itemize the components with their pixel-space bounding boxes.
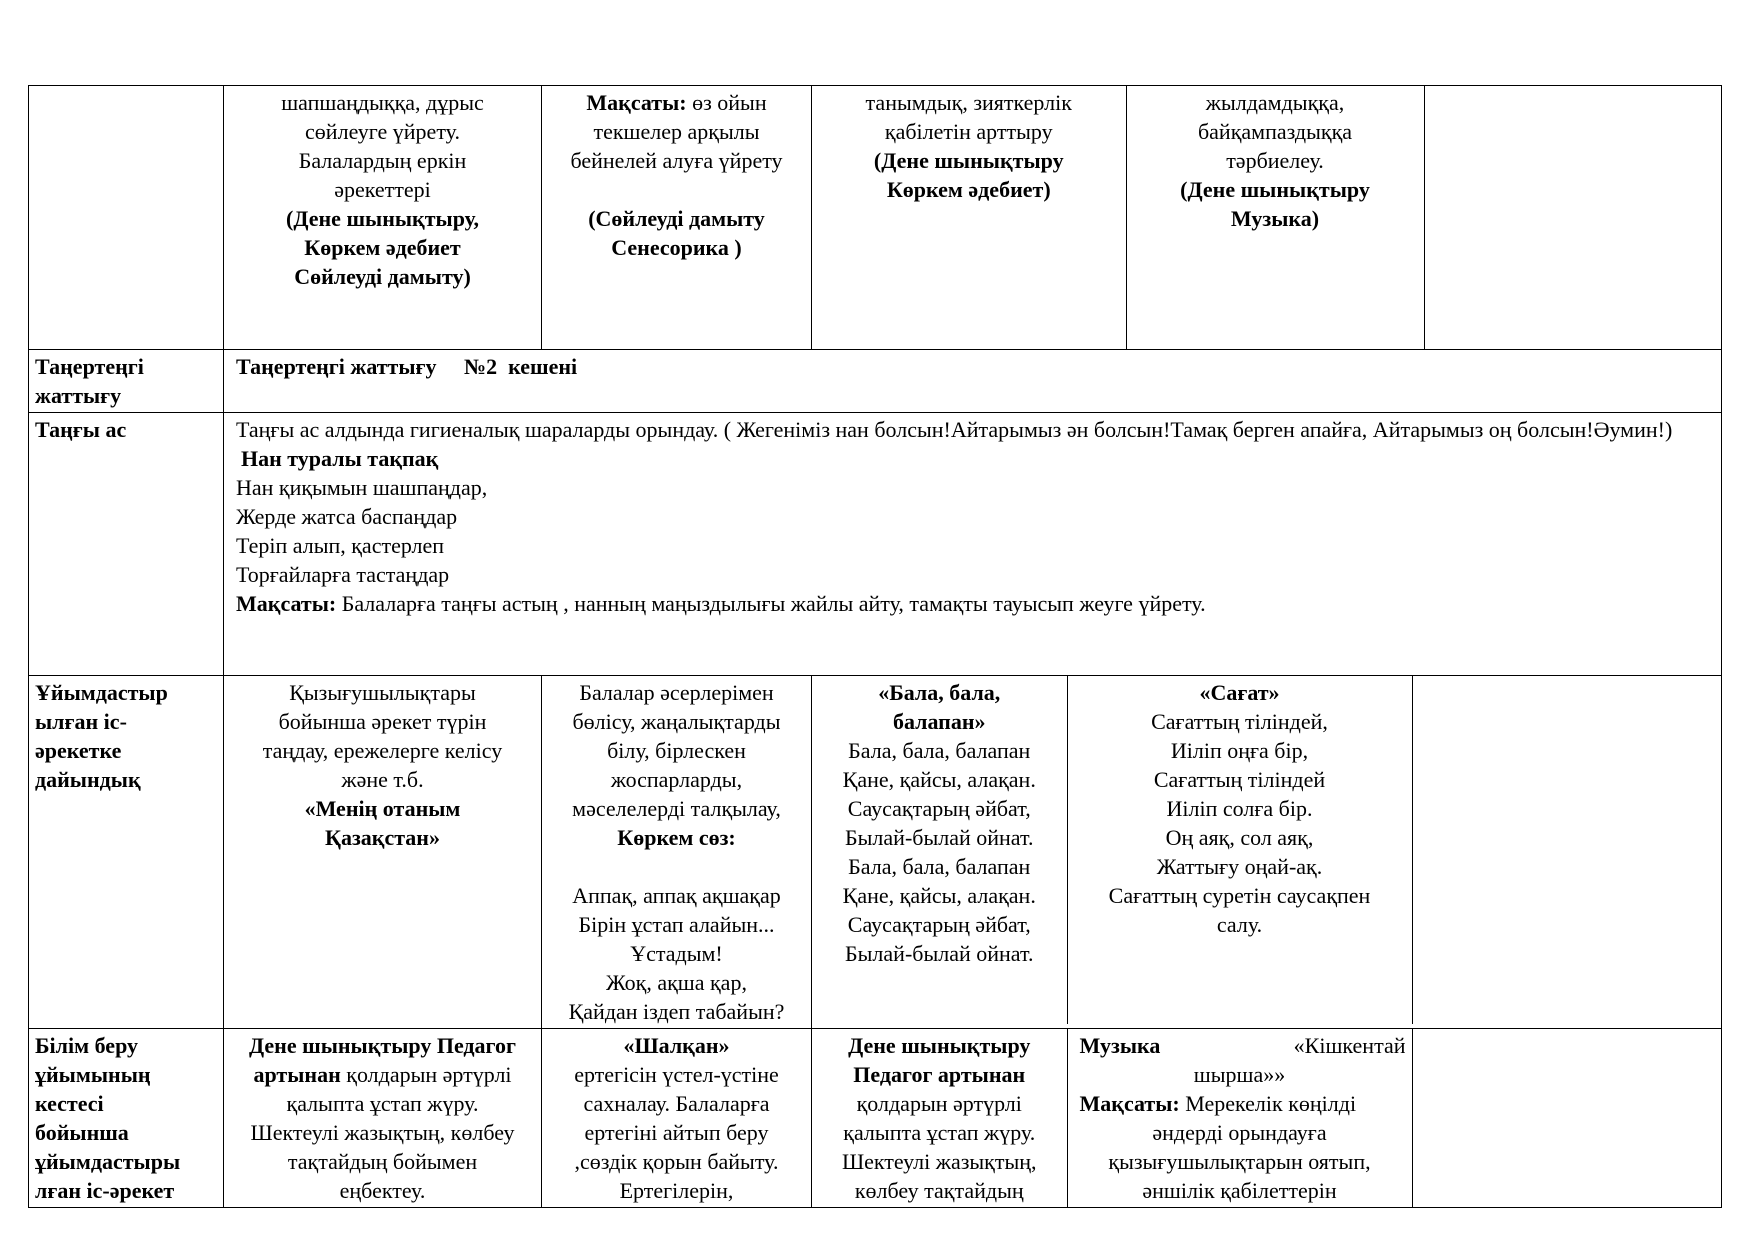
poem-line: Сағаттың тіліндей, [1151,709,1328,734]
poem-line: Бала, бала, балапан [848,738,1031,763]
poem-line: Нан қиқымын шашпаңдар, [236,475,488,500]
subject-line: (Дене шынықтыру [1180,177,1370,202]
poem-line: Аппақ, аппақ ақшақар [572,883,781,908]
text-line: текшелер арқылы [593,119,760,144]
row5-col3-cell [542,1029,812,1208]
text-line: ,сөздік қорын байыту. [574,1149,779,1174]
subject-line: (Дене шынықтыру, [286,206,479,231]
text-line: қалыпта ұстап жүру. [843,1120,1036,1145]
text-line: әрекеттері [334,177,431,202]
row-label [29,350,224,413]
music-title-cont: шырша»» [1193,1062,1286,1087]
poem-line: Былай-былай ойнат. [845,941,1034,966]
text-line: бойынша әрекет түрін [278,709,487,734]
row1-label-cell [29,86,224,350]
goal-label: Мақсаты: [586,90,687,115]
label-line: лған іс-әрекет [35,1178,175,1203]
goal-text: Мерекелік көңілді [1179,1091,1357,1116]
poem-line: Қане, қайсы, алақан. [842,883,1036,908]
breakfast-intro: Таңғы ас алдында гигиеналық шараларды орындау. ( Жегеніміз нан болсын!Айтарымыз ән болсын!Тамақ берген апайға, Айтарымыз оң болсын!Әумин!) [236,417,1673,442]
row5-col2-cell [224,1029,542,1208]
text-line: әндерді орындауға [1152,1120,1327,1145]
text-line: әншілік қабілеттерін [1142,1178,1337,1203]
text-line: бөлісу, жаңалықтарды [572,709,781,734]
goal-text: өз ойын [686,90,767,115]
text-line: сахналау. Балаларға [583,1091,770,1116]
text-line: еңбектеу. [339,1178,426,1203]
text-line: көлбеу тақтайдың [854,1178,1024,1203]
row5-col4-cell [812,1029,1067,1207]
row4-col5-cell [1067,676,1412,1024]
poem-line: Иіліп солға бір. [1166,796,1313,821]
subject-line: Көркем әдебиет [304,235,461,260]
poem-line: Теріп алып, қастерлеп [236,533,445,558]
text-line: Ертегілерін, [619,1178,734,1203]
title-line: «Сағат» [1199,680,1280,705]
title-line: Көркем сөз: [617,825,736,850]
row-organized-activity [29,1029,1722,1208]
subject-line: Сенесорика ) [611,235,742,260]
poem-line: Торғайларға тастаңдар [236,562,450,587]
poem-line: Ұстадым! [630,941,723,966]
poem-line: Былай-былай ойнат. [845,825,1034,850]
text-tail: қолдарын әртүрлі [340,1062,512,1087]
row1-right-group [812,86,1722,350]
text-line: қабілетін арттыру [884,119,1053,144]
row1-inner-table [812,86,1721,349]
row-label [29,676,224,1029]
text-line: ертегіні айтып беру [584,1120,769,1145]
poem-line: Жаттығу оңай-ақ. [1156,854,1323,879]
label-line: ұйымдастыры [35,1149,181,1174]
text-line: байқампаздыққа [1197,119,1353,144]
row-continuation [29,86,1722,350]
row4-inner-table [812,676,1721,1024]
row1-col6-cell [1424,86,1721,349]
row5-right-group [812,1029,1722,1208]
title-line: «Менің отаным [304,796,461,821]
text-line: Балалардың еркін [298,148,467,173]
text-line: қалыпта ұстап жүру. [286,1091,479,1116]
title-line: Дене шынықтыру Педагог [249,1033,516,1058]
title-line: Қазақстан» [325,825,440,850]
row-label [29,1029,224,1208]
goal-label: Мақсаты: [236,591,337,616]
text-line: Шектеулі жазықтың, көлбеу [250,1120,515,1145]
poem-line: Бірін ұстап алайын... [578,912,775,937]
row4-col2-cell [224,676,542,1029]
subject-line: Сөйлеуді дамыту) [294,264,471,289]
text-line: білу, бірлескен [607,738,746,763]
label-line: кестесі [35,1091,104,1116]
label-line: бойынша [35,1120,129,1145]
text-line: ертегісін үстел-үстіне [574,1062,779,1087]
poem-line: салу. [1216,912,1263,937]
goal-line [236,589,1715,618]
row4-col4-cell [812,676,1067,1024]
goal-line [548,88,805,117]
text-line: және т.б. [341,767,424,792]
music-title-line [1074,1031,1406,1060]
goal-label: Мақсаты: [1079,1091,1180,1116]
text-line: мәселелерді талқылау, [572,796,781,821]
poem-line: Сағаттың суретін саусақпен [1108,883,1371,908]
text-line: жоспарларды, [610,767,743,792]
label-line: жаттығу [35,383,122,408]
poem-line: Оң аяқ, сол аяқ, [1165,825,1314,850]
row5-inner-table [812,1029,1721,1207]
title-tail: артынан [253,1062,341,1087]
poem-line: Қане, қайсы, алақан. [842,767,1036,792]
text-line: тәрбиелеу. [1226,148,1324,173]
text-line: қызығушылықтарын оятып, [1108,1149,1371,1174]
poem-line: Жоқ, ақша қар, [606,970,747,995]
label-line: әрекетке [35,738,122,763]
row4-right-group [812,676,1722,1029]
label-line: Білім беру [35,1033,139,1058]
poem-line: Жерде жатса баспаңдар [236,504,458,529]
music-label: Музыка [1079,1033,1161,1058]
music-title: «Кішкентай [1293,1033,1406,1058]
subject-line: Музыка) [1230,206,1320,231]
text-line: шапшаңдыққа, дұрыс [281,90,484,115]
row1-col5-cell [1126,86,1424,349]
subject-line: (Сөйлеуді дамыту [588,206,765,231]
row1-col2-cell [224,86,542,350]
title-line: балапан» [892,709,986,734]
text-line: бейнелей алуға үйрету [570,148,783,173]
poem-line: Иіліп оңға бір, [1170,738,1309,763]
daily-plan-table [28,85,1722,1208]
text-line: тақтайдың бойымен [287,1149,478,1174]
text-line: танымдық, зияткерлік [865,90,1072,115]
row1-col4-cell [812,86,1126,349]
row4-col3-cell [542,676,812,1029]
row4-col6-cell [1412,676,1721,1024]
label-line: ылған іс- [35,709,127,734]
title-line: Педагог артынан [853,1062,1026,1087]
poem-line: Саусақтарың әйбат, [847,796,1031,821]
label-line: дайындық [35,767,141,792]
row1-col3-cell [542,86,812,350]
row-morning-exercise [29,350,1722,413]
text-line: қолдарын әртүрлі [856,1091,1022,1116]
goal-line [1074,1089,1406,1118]
text-line: Қызығушылықтары [289,680,476,705]
row-label: Таңғы ас [29,413,224,676]
text-line [226,1060,539,1089]
label-line: ұйымының [35,1062,151,1087]
title-line: Дене шынықтыру [848,1033,1031,1058]
poem-line: Бала, бала, балапан [848,854,1031,879]
text-line: таңдау, ережелерге келісу [262,738,503,763]
poem-line: Сағаттың тіліндей [1153,767,1326,792]
label-line: Таңертеңгі [35,354,144,379]
poem-line: Қайдан іздеп табайын? [568,999,785,1024]
label-line: Ұйымдастыр [35,680,168,705]
subject-line: (Дене шынықтыру [873,148,1064,173]
row5-col6-cell [1412,1029,1721,1207]
row-breakfast [29,413,1722,676]
text-line: Балалар әсерлерімен [579,680,774,705]
breakfast-cell [224,413,1722,676]
row-activity-preparation [29,676,1722,1029]
poem-title: Нан туралы тақпақ [241,446,439,471]
title-line: «Бала, бала, [878,680,1001,705]
subject-line: Көркем әдебиет) [886,177,1051,202]
poem-line: Саусақтарың әйбат, [847,912,1031,937]
goal-text: Балаларға таңғы астың , нанның маңыздылығы жайлы айту, тамақты тауысып жеуге үйрету. [336,591,1206,616]
title-line: «Шалқан» [623,1033,730,1058]
text-line: Шектеулі жазықтың, [841,1149,1037,1174]
row5-col5-cell [1067,1029,1412,1207]
morning-exercise-text: Таңертеңгі жаттығу №2 кешені [224,350,1722,413]
text-line: сөйлеуге үйрету. [305,119,460,144]
text-line: жылдамдыққа, [1205,90,1345,115]
